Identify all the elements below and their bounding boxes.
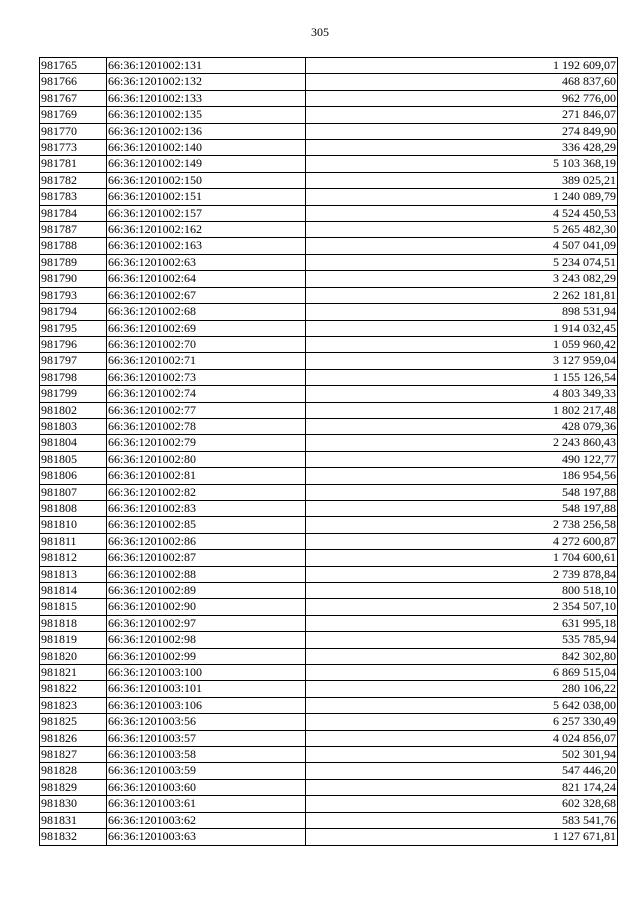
- cadastral-number-cell: 66:36:1201002:99: [107, 648, 306, 664]
- cadastral-number-cell: 66:36:1201002:71: [107, 353, 306, 369]
- row-id-cell: 981806: [40, 468, 107, 484]
- cadastral-number-cell: 66:36:1201002:131: [107, 58, 306, 74]
- value-cell: 4 024 856,07: [306, 730, 618, 746]
- value-cell: 271 846,07: [306, 107, 618, 123]
- row-id-cell: 981828: [40, 763, 107, 779]
- table-row: [40, 402, 618, 418]
- cadastral-number-cell: 66:36:1201002:78: [107, 418, 306, 434]
- cadastral-number-cell: 66:36:1201002:149: [107, 156, 306, 172]
- table-row: [40, 435, 618, 451]
- row-id-cell: 981796: [40, 336, 107, 352]
- row-id-cell: 981814: [40, 583, 107, 599]
- row-id-cell: 981803: [40, 418, 107, 434]
- table-row: [40, 681, 618, 697]
- cadastral-number-cell: 66:36:1201003:59: [107, 763, 306, 779]
- value-cell: 821 174,24: [306, 779, 618, 795]
- row-id-cell: 981826: [40, 730, 107, 746]
- row-id-cell: 981795: [40, 320, 107, 336]
- value-cell: 2 739 878,84: [306, 566, 618, 582]
- cadastral-number-cell: 66:36:1201003:58: [107, 747, 306, 763]
- value-cell: 274 849,90: [306, 123, 618, 139]
- cadastral-number-cell: 66:36:1201002:73: [107, 369, 306, 385]
- row-id-cell: 981812: [40, 550, 107, 566]
- value-cell: 6 869 515,04: [306, 665, 618, 681]
- cadastral-number-cell: 66:36:1201002:136: [107, 123, 306, 139]
- cadastral-number-cell: 66:36:1201003:101: [107, 681, 306, 697]
- cadastral-number-cell: 66:36:1201002:150: [107, 172, 306, 188]
- cadastral-number-cell: 66:36:1201002:63: [107, 254, 306, 270]
- value-cell: 548 197,88: [306, 484, 618, 500]
- value-cell: 1 240 089,79: [306, 189, 618, 205]
- value-cell: 602 328,68: [306, 796, 618, 812]
- row-id-cell: 981788: [40, 238, 107, 254]
- value-cell: 5 642 038,00: [306, 697, 618, 713]
- cadastral-number-cell: 66:36:1201002:98: [107, 632, 306, 648]
- table-row: [40, 238, 618, 254]
- cadastral-number-cell: 66:36:1201003:63: [107, 829, 306, 845]
- table-row: [40, 156, 618, 172]
- row-id-cell: 981765: [40, 58, 107, 74]
- value-cell: 535 785,94: [306, 632, 618, 648]
- table-row: [40, 484, 618, 500]
- table-row: [40, 796, 618, 812]
- row-id-cell: 981802: [40, 402, 107, 418]
- cadastral-number-cell: 66:36:1201002:85: [107, 517, 306, 533]
- table-row: [40, 566, 618, 582]
- table-row: [40, 665, 618, 681]
- cadastral-number-cell: 66:36:1201002:163: [107, 238, 306, 254]
- value-cell: 962 776,00: [306, 90, 618, 106]
- row-id-cell: 981825: [40, 714, 107, 730]
- value-cell: 1 155 126,54: [306, 369, 618, 385]
- value-cell: 4 507 041,09: [306, 238, 618, 254]
- cadastral-number-cell: 66:36:1201002:80: [107, 451, 306, 467]
- row-id-cell: 981804: [40, 435, 107, 451]
- value-cell: 3 127 959,04: [306, 353, 618, 369]
- row-id-cell: 981767: [40, 90, 107, 106]
- row-id-cell: 981830: [40, 796, 107, 812]
- table-row: [40, 632, 618, 648]
- cadastral-number-cell: 66:36:1201003:60: [107, 779, 306, 795]
- table-row: [40, 730, 618, 746]
- row-id-cell: 981810: [40, 517, 107, 533]
- table-row: [40, 189, 618, 205]
- value-cell: 1 802 217,48: [306, 402, 618, 418]
- value-cell: 502 301,94: [306, 747, 618, 763]
- cadastral-number-cell: 66:36:1201002:90: [107, 599, 306, 615]
- table-row: [40, 107, 618, 123]
- table-row: [40, 369, 618, 385]
- page-number: 305: [311, 25, 329, 39]
- cadastral-number-cell: 66:36:1201003:57: [107, 730, 306, 746]
- cadastral-number-cell: 66:36:1201003:56: [107, 714, 306, 730]
- value-cell: 5 265 482,30: [306, 222, 618, 238]
- table-row: [40, 90, 618, 106]
- table-row: [40, 172, 618, 188]
- table-row: [40, 287, 618, 303]
- table-row: [40, 386, 618, 402]
- row-id-cell: 981818: [40, 615, 107, 631]
- value-cell: 2 243 860,43: [306, 435, 618, 451]
- cadastral-number-cell: 66:36:1201003:62: [107, 812, 306, 828]
- registry-table: [39, 57, 618, 846]
- table-row: [40, 451, 618, 467]
- cadastral-number-cell: 66:36:1201002:87: [107, 550, 306, 566]
- table-row: [40, 763, 618, 779]
- cadastral-number-cell: 66:36:1201002:162: [107, 222, 306, 238]
- cadastral-number-cell: 66:36:1201002:64: [107, 271, 306, 287]
- value-cell: 1 914 032,45: [306, 320, 618, 336]
- cadastral-number-cell: 66:36:1201002:133: [107, 90, 306, 106]
- table-row: [40, 583, 618, 599]
- row-id-cell: 981790: [40, 271, 107, 287]
- table-row: [40, 123, 618, 139]
- row-id-cell: 981799: [40, 386, 107, 402]
- cadastral-number-cell: 66:36:1201002:79: [107, 435, 306, 451]
- table-row: [40, 829, 618, 845]
- value-cell: 2 738 256,58: [306, 517, 618, 533]
- value-cell: 4 524 450,53: [306, 205, 618, 221]
- cadastral-number-cell: 66:36:1201002:77: [107, 402, 306, 418]
- row-id-cell: 981811: [40, 533, 107, 549]
- table-row: [40, 648, 618, 664]
- row-id-cell: 981821: [40, 665, 107, 681]
- cadastral-number-cell: 66:36:1201002:89: [107, 583, 306, 599]
- table-row: [40, 714, 618, 730]
- value-cell: 3 243 082,29: [306, 271, 618, 287]
- table-row: [40, 205, 618, 221]
- row-id-cell: 981820: [40, 648, 107, 664]
- value-cell: 547 446,20: [306, 763, 618, 779]
- row-id-cell: 981773: [40, 140, 107, 156]
- row-id-cell: 981789: [40, 254, 107, 270]
- table-row: [40, 320, 618, 336]
- table-row: [40, 550, 618, 566]
- row-id-cell: 981813: [40, 566, 107, 582]
- cadastral-number-cell: 66:36:1201002:151: [107, 189, 306, 205]
- row-id-cell: 981805: [40, 451, 107, 467]
- value-cell: 6 257 330,49: [306, 714, 618, 730]
- cadastral-number-cell: 66:36:1201002:97: [107, 615, 306, 631]
- row-id-cell: 981807: [40, 484, 107, 500]
- value-cell: 389 025,21: [306, 172, 618, 188]
- row-id-cell: 981770: [40, 123, 107, 139]
- table-row: [40, 812, 618, 828]
- row-id-cell: 981793: [40, 287, 107, 303]
- row-id-cell: 981782: [40, 172, 107, 188]
- row-id-cell: 981794: [40, 304, 107, 320]
- value-cell: 280 106,22: [306, 681, 618, 697]
- row-id-cell: 981827: [40, 747, 107, 763]
- table-row: [40, 353, 618, 369]
- table-row: [40, 140, 618, 156]
- row-id-cell: 981797: [40, 353, 107, 369]
- value-cell: 1 059 960,42: [306, 336, 618, 352]
- table-row: [40, 533, 618, 549]
- table-row: [40, 697, 618, 713]
- cadastral-number-cell: 66:36:1201002:157: [107, 205, 306, 221]
- cadastral-number-cell: 66:36:1201002:70: [107, 336, 306, 352]
- row-id-cell: 981829: [40, 779, 107, 795]
- value-cell: 548 197,88: [306, 500, 618, 516]
- cadastral-number-cell: 66:36:1201003:106: [107, 697, 306, 713]
- value-cell: 1 192 609,07: [306, 58, 618, 74]
- row-id-cell: 981819: [40, 632, 107, 648]
- table-row: [40, 468, 618, 484]
- value-cell: 898 531,94: [306, 304, 618, 320]
- value-cell: 5 103 368,19: [306, 156, 618, 172]
- row-id-cell: 981783: [40, 189, 107, 205]
- table-row: [40, 336, 618, 352]
- cadastral-number-cell: 66:36:1201002:74: [107, 386, 306, 402]
- cadastral-number-cell: 66:36:1201002:86: [107, 533, 306, 549]
- row-id-cell: 981822: [40, 681, 107, 697]
- row-id-cell: 981769: [40, 107, 107, 123]
- table-row: [40, 500, 618, 516]
- registry-table-body: [40, 58, 618, 846]
- cadastral-number-cell: 66:36:1201002:88: [107, 566, 306, 582]
- value-cell: 1 127 671,81: [306, 829, 618, 845]
- value-cell: 583 541,76: [306, 812, 618, 828]
- value-cell: 4 272 600,87: [306, 533, 618, 549]
- cadastral-number-cell: 66:36:1201002:69: [107, 320, 306, 336]
- table-row: [40, 517, 618, 533]
- cadastral-number-cell: 66:36:1201002:81: [107, 468, 306, 484]
- cadastral-number-cell: 66:36:1201002:83: [107, 500, 306, 516]
- table-row: [40, 747, 618, 763]
- cadastral-number-cell: 66:36:1201002:135: [107, 107, 306, 123]
- row-id-cell: 981823: [40, 697, 107, 713]
- value-cell: 186 954,56: [306, 468, 618, 484]
- cadastral-number-cell: 66:36:1201002:68: [107, 304, 306, 320]
- row-id-cell: 981831: [40, 812, 107, 828]
- value-cell: 336 428,29: [306, 140, 618, 156]
- cadastral-number-cell: 66:36:1201003:100: [107, 665, 306, 681]
- cadastral-number-cell: 66:36:1201002:82: [107, 484, 306, 500]
- value-cell: 5 234 074,51: [306, 254, 618, 270]
- value-cell: 468 837,60: [306, 74, 618, 90]
- value-cell: 490 122,77: [306, 451, 618, 467]
- value-cell: 428 079,36: [306, 418, 618, 434]
- row-id-cell: 981815: [40, 599, 107, 615]
- table-row: [40, 74, 618, 90]
- row-id-cell: 981787: [40, 222, 107, 238]
- value-cell: 2 262 181,81: [306, 287, 618, 303]
- value-cell: 631 995,18: [306, 615, 618, 631]
- table-row: [40, 222, 618, 238]
- row-id-cell: 981798: [40, 369, 107, 385]
- value-cell: 2 354 507,10: [306, 599, 618, 615]
- table-row: [40, 271, 618, 287]
- value-cell: 1 704 600,61: [306, 550, 618, 566]
- cadastral-number-cell: 66:36:1201003:61: [107, 796, 306, 812]
- table-row: [40, 58, 618, 74]
- row-id-cell: 981832: [40, 829, 107, 845]
- cadastral-number-cell: 66:36:1201002:67: [107, 287, 306, 303]
- row-id-cell: 981766: [40, 74, 107, 90]
- table-row: [40, 304, 618, 320]
- table-row: [40, 418, 618, 434]
- table-row: [40, 615, 618, 631]
- table-row: [40, 779, 618, 795]
- table-row: [40, 254, 618, 270]
- value-cell: 842 302,80: [306, 648, 618, 664]
- row-id-cell: 981808: [40, 500, 107, 516]
- cadastral-number-cell: 66:36:1201002:132: [107, 74, 306, 90]
- value-cell: 4 803 349,33: [306, 386, 618, 402]
- cadastral-number-cell: 66:36:1201002:140: [107, 140, 306, 156]
- row-id-cell: 981784: [40, 205, 107, 221]
- table-row: [40, 599, 618, 615]
- value-cell: 800 518,10: [306, 583, 618, 599]
- row-id-cell: 981781: [40, 156, 107, 172]
